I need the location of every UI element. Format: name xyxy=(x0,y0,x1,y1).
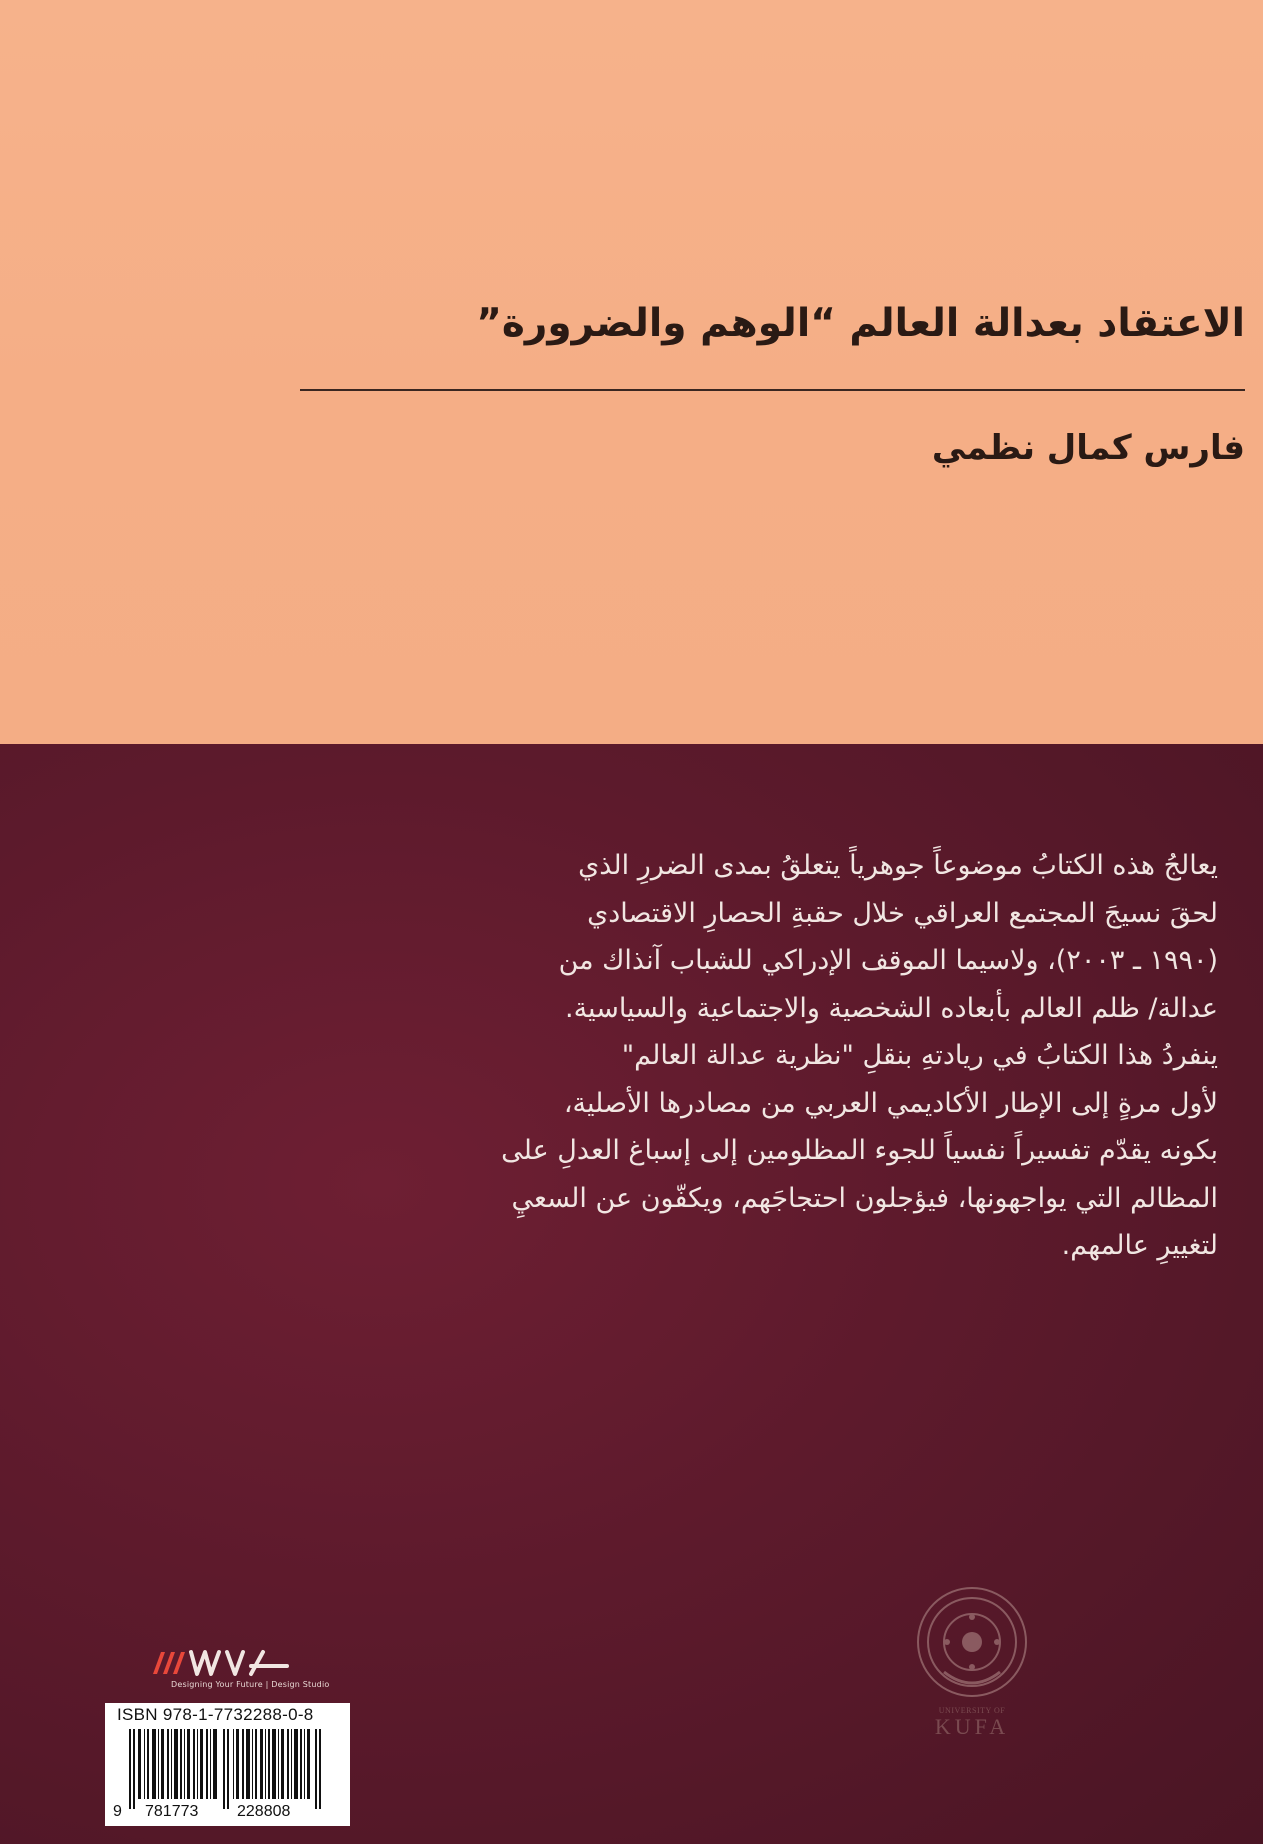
seal-caption-small: UNIVERSITY OF xyxy=(938,1706,1006,1715)
publisher-logo xyxy=(147,1644,330,1696)
barcode-digits-right: 228808 xyxy=(237,1803,291,1820)
barcode-digit-first: 9 xyxy=(113,1803,122,1820)
barcode-bars-icon xyxy=(117,1729,339,1809)
barcode-digits-left: 781773 xyxy=(145,1803,199,1820)
blurb-line: بكونه يقدّم تفسيراً نفسياً للجوء المظلومين إلى إسباغ العدلِ على xyxy=(501,1135,1218,1166)
blurb-line: المظالم التي يواجهونها، فيؤجلون احتجاجَهم، ويكفّون عن السعيِ xyxy=(511,1182,1218,1214)
blurb-line: ينفردُ هذا الكتابُ في ريادتهِ بنقلِ "نظرية عدالة العالم" xyxy=(621,1040,1218,1071)
blurb-line: لحقَ نسيجَ المجتمع العراقي خلال حقبةِ الحصارِ الاقتصادي xyxy=(587,897,1218,929)
isbn-barcode xyxy=(105,1703,350,1826)
blurb-line: يعالجُ هذه الكتابُ موضوعاً جوهرياً يتعلقُ بمدى الضررِ الذي xyxy=(578,850,1218,881)
seal-caption-university: KUFA xyxy=(934,1714,1010,1739)
blurb-line: (١٩٩٠ ـ ٢٠٠٣)، ولاسيما الموقف الإدراكي للشباب آنذاك من xyxy=(558,945,1218,976)
isbn-number: ISBN 978-1-7732288-0-8 xyxy=(117,1705,314,1724)
publisher-tagline: Designing Your Future | Design Studio xyxy=(171,1680,330,1689)
publisher-mark-icon xyxy=(147,1644,327,1680)
book-author: فارس كمال نظمي xyxy=(931,428,1245,468)
book-title: الاعتقاد بعدالة العالم “الوهم والضرورة” xyxy=(476,301,1245,346)
university-seal xyxy=(914,1580,1030,1745)
book-blurb xyxy=(218,842,1218,1270)
top-panel xyxy=(0,0,1263,744)
blurb-line: لأول مرةٍ إلى الإطار الأكاديمي العربي من مصادرها الأصلية، xyxy=(563,1087,1218,1119)
blurb-line: عدالة/ ظلم العالم بأبعاده الشخصية والاجتماعية والسياسية. xyxy=(564,992,1218,1024)
seal-caption xyxy=(914,1706,1030,1739)
barcode-digits xyxy=(105,1803,350,1823)
blurb-line: لتغييرِ عالمهم. xyxy=(1061,1230,1218,1261)
seal-emblem-icon xyxy=(914,1580,1030,1704)
title-divider xyxy=(300,389,1245,391)
